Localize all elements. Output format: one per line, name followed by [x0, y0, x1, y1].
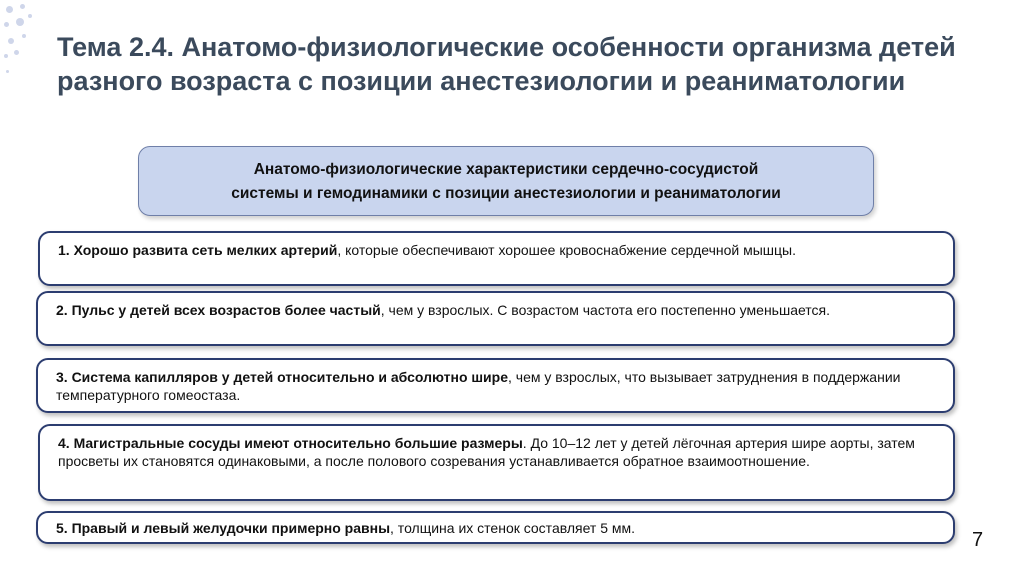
item-1-bold: 1. Хорошо развита сеть мелких артерий — [58, 242, 338, 258]
page-number: 7 — [972, 529, 984, 551]
header-line-1: Анатомо-физиологические характеристики сердечно-сосудистой — [253, 161, 759, 178]
list-item-3 — [36, 358, 955, 413]
item-3-bold: 3. Система капилляров у детей относительно и абсолютно шире — [56, 369, 509, 385]
list-item-1 — [38, 231, 955, 286]
item-2-text: , чем у взрослых. С возрастом частота его постепенно уменьшается. — [380, 302, 831, 318]
item-5-bold: 5. Правый и левый желудочки примерно равны — [56, 520, 391, 536]
list-item-2 — [36, 291, 955, 346]
decorative-dot-pattern — [0, 0, 40, 574]
item-5-text: , толщина их стенок составляет 5 мм. — [390, 520, 636, 536]
item-2-bold: 2. Пульс у детей всех возрастов более частый — [56, 302, 381, 318]
item-1-text: , которые обеспечивают хорошее кровоснабжение сердечной мышцы. — [337, 242, 797, 258]
item-4-text: . До 10–12 лет у детей лёгочная артерия шире аорты, затем просветы их становятся одинаковыми, а после полового созревания устанавливается обратное взаимоотношение. — [58, 435, 915, 469]
list-item-4 — [38, 424, 955, 501]
item-3-text: , чем у взрослых, что вызывает затруднения в поддержании температурного гомеостаза. — [56, 369, 901, 403]
item-4-bold: 4. Магистральные сосуды имеют относительно большие размеры — [58, 435, 523, 451]
slide-title: Тема 2.4. Анатомо-физиологические особенности организма детей разного возраста с позиции анестезиологии и реаниматологии — [57, 32, 956, 96]
list-item-5 — [36, 511, 955, 544]
section-header-box — [138, 146, 874, 216]
header-line-2: системы и гемодинамики с позиции анестезиологии и реаниматологии — [231, 185, 781, 202]
